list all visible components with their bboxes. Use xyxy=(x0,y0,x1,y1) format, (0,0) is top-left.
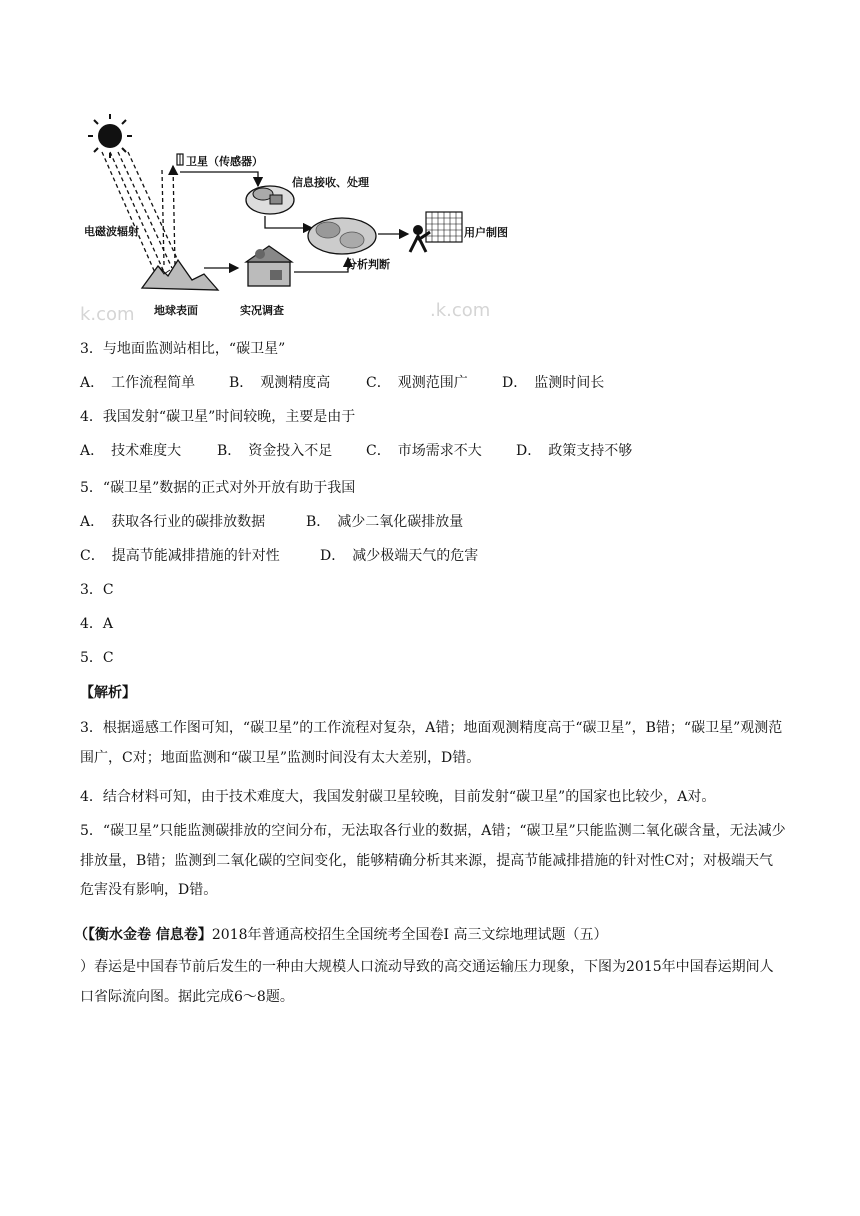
earth-surface-icon xyxy=(142,260,218,290)
q4-stem: 4．我国发射“碳卫星”时间较晚，主要是由于 xyxy=(80,409,356,425)
q5-option-d: D． 减少极端天气的危害 xyxy=(320,548,479,564)
analysis-p4: 4．结合材料可知，由于技术难度大，我国发射碳卫星较晚，目前发射“碳卫星”的国家也比较少，A对。 xyxy=(80,789,716,805)
q4-option-d: D． 政策支持不够 xyxy=(516,443,633,459)
source-line xyxy=(74,925,607,945)
answer-3: 3．C xyxy=(80,582,114,598)
analysis-label: 分析判断 xyxy=(346,258,390,271)
mapping-label: 用户制图 xyxy=(464,226,508,239)
q3-stem: 3．与地面监测站相比，“碳卫星” xyxy=(80,341,286,357)
analysis-p3: 3．根据遥感工作图可知，“碳卫星”的工作流程对复杂，A错；地面观测精度高于“碳卫星”，B错；“碳卫星”观测范围广，C对；地面监测和“碳卫星”监测时间没有太大差别，D错。 xyxy=(80,720,783,766)
q5-stem: 5．“碳卫星”数据的正式对外开放有助于我国 xyxy=(80,480,356,496)
surface-label: 地球表面 xyxy=(154,304,198,317)
answer-5: 5．C xyxy=(80,650,114,666)
sun-icon xyxy=(88,114,132,158)
info-label: 信息接收、处理 xyxy=(292,176,369,189)
radiation-label: 电磁波辐射 xyxy=(84,225,139,238)
answer-4: 4．A xyxy=(80,616,114,632)
analysis-cloud-icon xyxy=(308,218,376,254)
q4-option-c: C． 市场需求不大 xyxy=(366,443,482,459)
source-rest: 2018年普通高校招生全国统考全国卷Ⅰ 高三文综地理试题（五） xyxy=(211,927,608,943)
q5-option-b: B． 减少二氧化碳排放量 xyxy=(306,514,464,530)
remote-sensing-svg xyxy=(80,100,520,328)
q3-option-c: C． 观测范围广 xyxy=(366,375,468,391)
q4-option-b: B． 资金投入不足 xyxy=(217,443,333,459)
survey-label: 实况调查 xyxy=(240,304,284,317)
radiation-rays xyxy=(102,152,180,275)
q4-option-a: A． 技术难度大 xyxy=(80,443,182,459)
survey-icon xyxy=(246,246,292,286)
user-mapping-icon xyxy=(410,212,462,252)
q5-option-a: A． 获取各行业的碳排放数据 xyxy=(80,514,266,530)
analysis-p5: 5．“碳卫星”只能监测碳排放的空间分布，无法取各行业的数据，A错；“碳卫星”只能监测二氧化碳含量，无法减少排放量，B错；监测到二氧化碳的空间变化，能够精确分析其来源，提高节能减排措施的针对性C对；对极端天气危害没有影响，D错。 xyxy=(80,823,786,898)
remote-sensing-diagram xyxy=(80,100,520,328)
watermark-left: k.com xyxy=(80,304,135,325)
q3-option-d: D． 监测时间长 xyxy=(502,375,605,391)
satellite-label: 卫星（传感器） xyxy=(186,155,263,168)
analysis-title: 【解析】 xyxy=(80,685,136,701)
q5-option-c: C． 提高节能减排措施的针对性 xyxy=(80,548,280,564)
intro-paragraph: ）春运是中国春节前后发生的一种由大规模人口流动导致的高交通运输压力现象，下图为2015年中国春运期间人口省际流向图。据此完成6～8题。 xyxy=(80,959,774,1005)
q3-option-b: B． 观测精度高 xyxy=(229,375,331,391)
satellite-icon xyxy=(177,154,183,165)
info-processing-icon xyxy=(246,186,294,214)
watermark-right: .k.com xyxy=(430,300,491,321)
source-bracket: （【衡水金卷 信息卷】 xyxy=(74,927,212,943)
q3-option-a: A． 工作流程简单 xyxy=(80,375,196,391)
